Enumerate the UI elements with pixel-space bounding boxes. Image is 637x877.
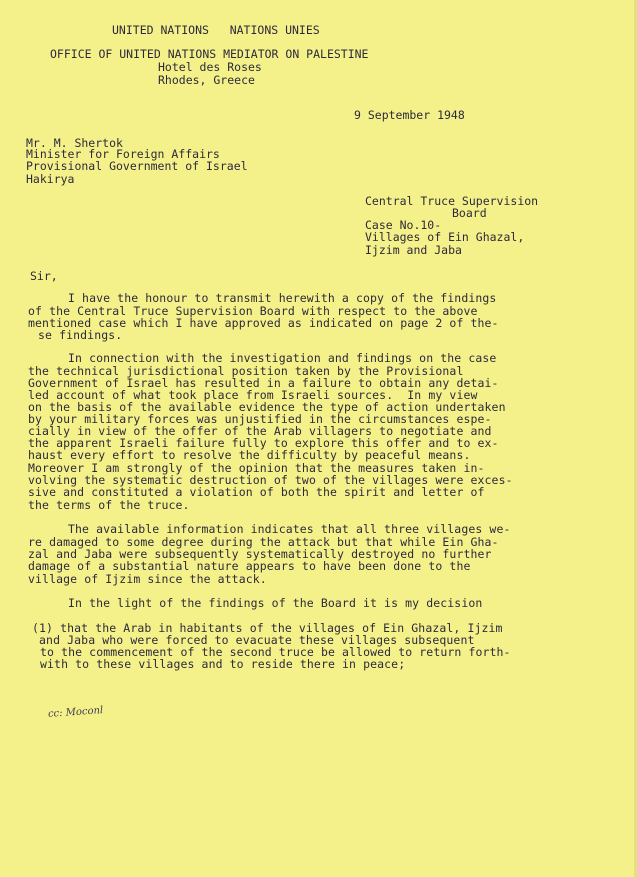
para2-line-13: the terms of the truce. — [28, 498, 190, 512]
para2-line-11: volving the systematic destruction of two of the villages were exces- — [28, 473, 513, 487]
para1-line-1: I have the honour to transmit herewith a copy of the findings — [68, 291, 497, 305]
para5-line-2: and Jaba who were forced to evacuate these villages subsequent — [32, 633, 475, 647]
para1-line-2: of the Central Truce Supervision Board with respect to the above — [28, 304, 478, 318]
salutation: Sir, — [30, 269, 58, 283]
org-line: UNITED NATIONS NATIONS UNIES — [112, 23, 320, 37]
para4-line-1: In the light of the findings of the Board it is my decision — [68, 596, 483, 610]
para3-line-2: re damaged to some degree during the attack but that while Ein Gha- — [28, 535, 499, 549]
recipient-location: Hakirya — [26, 172, 75, 186]
recipient-title: Minister for Foreign Affairs — [26, 147, 220, 161]
para1-line-3: mentioned case which I have approved as indicated on page 2 of the- — [28, 316, 499, 330]
para2-line-9: haust every effort to resolve the difficulty by peaceful means. — [28, 448, 471, 462]
para3-line-5: village of Ijzim since the attack. — [28, 572, 267, 586]
para2-line-8: the apparent Israeli failure fully to explore this offer and to ex- — [28, 436, 499, 450]
para2-line-6: by your military forces was unjustified in the circumstances espe- — [28, 412, 492, 426]
para2-line-3: Government of Israel has resulted in a failure to obtain any detai- — [28, 376, 499, 390]
reference-board-2: Board — [452, 206, 487, 220]
reference-villages-2: Ijzim and Jaba — [365, 243, 462, 257]
para2-line-2: the technical jurisdictional position taken by the Provisional — [28, 364, 464, 378]
reference-case-number: Case No.10- — [365, 218, 442, 232]
reference-board: Central Truce Supervision — [365, 194, 539, 208]
recipient-name: Mr. M. Shertok — [26, 136, 123, 150]
para5-line-3: to the commencement of the second truce be allowed to return forth- — [40, 645, 511, 659]
para3-line-1: The available information indicates that all three villages we- — [68, 522, 511, 536]
para2-line-5: on the basis of the available evidence the type of action undertaken — [28, 400, 506, 414]
para2-line-4: led account of what took place from Israeli sources. In my view — [28, 388, 478, 402]
handwritten-cc-note: cc: Moconl — [47, 705, 104, 720]
recipient-organisation: Provisional Government of Israel — [26, 159, 248, 173]
para3-line-3: zal and Jaba were subsequently systematically destroyed no further — [28, 547, 492, 561]
para1-line-4: se findings. — [38, 328, 123, 342]
para5-line-4: with to these villages and to reside there in peace; — [40, 657, 406, 671]
letter-date: 9 September 1948 — [354, 108, 465, 122]
para2-line-12: sive and constituted a violation of both the spirit and letter of — [28, 485, 485, 499]
para2-line-10: Moreover I am strongly of the opinion that the measures taken in- — [28, 461, 485, 475]
address-city: Rhodes, Greece — [158, 73, 255, 87]
para3-line-4: damage of a substantial nature appears to have been done to the — [28, 559, 471, 573]
reference-villages: Villages of Ein Ghazal, — [365, 230, 525, 244]
para5-line-1: (1) that the Arab in habitants of the villages of Ein Ghazal, Ijzim — [32, 621, 503, 635]
para2-line-7: cially in view of the offer of the Arab villagers to negotiate and — [28, 424, 492, 438]
address-hotel: Hotel des Roses — [158, 60, 262, 74]
para2-line-1: In connection with the investigation and findings on the case — [68, 351, 497, 365]
office-line: OFFICE OF UNITED NATIONS MEDIATOR ON PALESTINE — [50, 47, 369, 61]
